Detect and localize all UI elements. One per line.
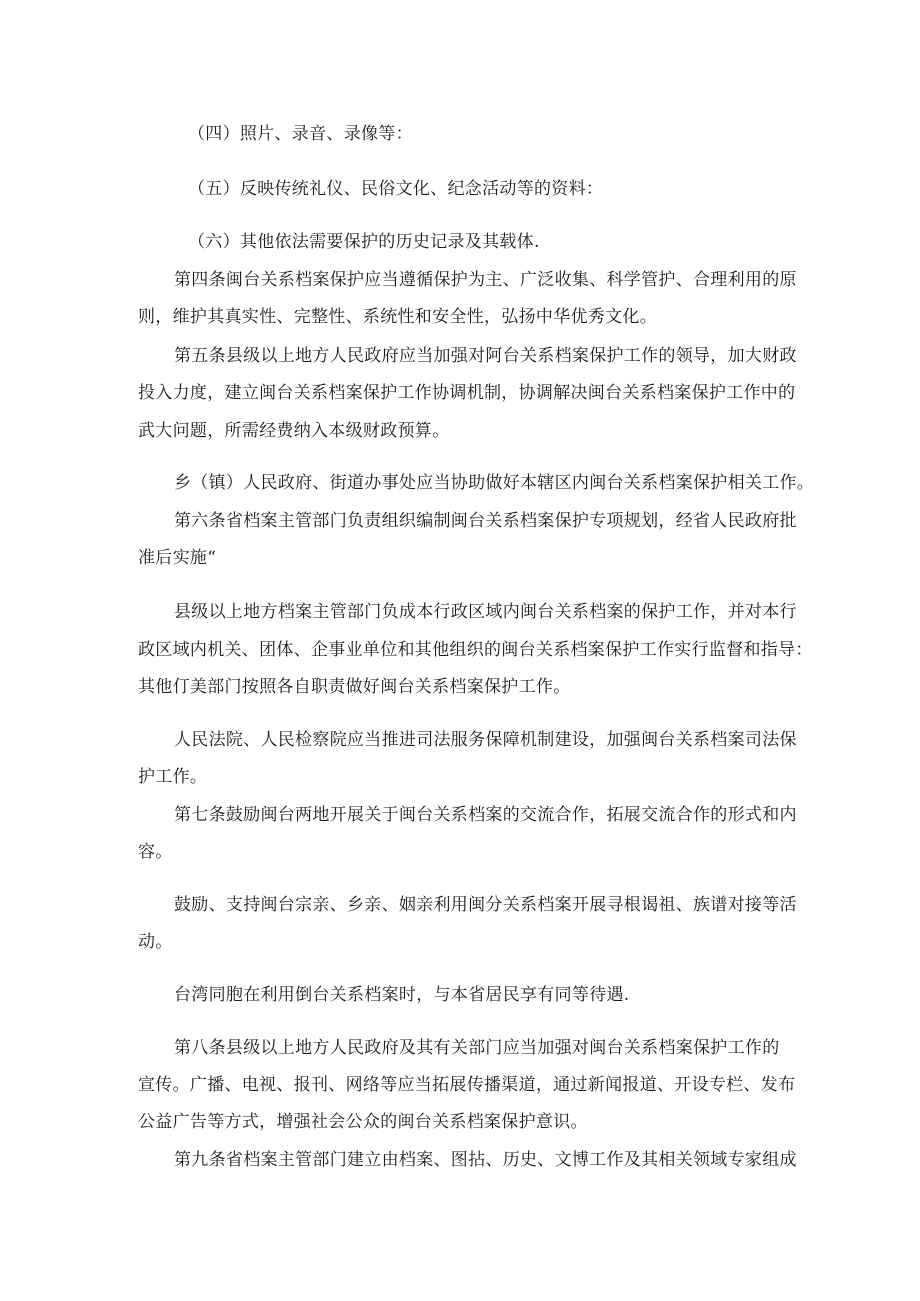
- text-line: 护工作。: [138, 767, 208, 787]
- text-line: 台湾同胞在利用倒台关系档案时，与本省居民享有同等待遇.: [174, 985, 630, 1005]
- text-line: 公益广告等方式，增强社会公众的闽台关系档案保护意识。: [138, 1112, 588, 1132]
- text-line: 鼓励、支持闽台宗亲、乡亲、姻亲利用闽分关系档案开展寻根谒祖、族谱对接等活: [174, 895, 797, 915]
- text-line: 政区域内机关、团体、企事业单位和其他组织的闽台关系档案保护工作实行监督和指导：: [138, 640, 813, 660]
- text-line: 其他仃美部门按照各自职责做好闽台关系档案保护工作。: [138, 677, 571, 697]
- text-line: 第八条县级以上地方人民政府及其有关部门应当加强对闽台关系档案保护工作的: [174, 1038, 780, 1058]
- text-line: 第六条省档案主管部门负责组织编制闽台关系档案保护专项规划，经省人民政府批: [174, 511, 797, 531]
- text-line: （五）反映传统礼仪、民俗文化、纪念活动等的资料：: [188, 179, 604, 199]
- text-line: （六）其他依法需要保护的历史记录及其载体.: [188, 232, 540, 252]
- text-line: 第四条闽台关系档案保护应当遵循保护为主、广泛收集、科学管护、合理利用的原: [174, 270, 797, 290]
- text-line: 动。: [138, 932, 173, 952]
- text-line: 武大问题，所需经费纳入本级财政预算。: [138, 421, 450, 441]
- text-line: （四）照片、录音、录像等：: [188, 124, 413, 144]
- text-line: 人民法院、人民检察院应当推进司法服务保障机制建设，加强闽台关系档案司法保: [174, 730, 797, 750]
- text-line: 准后实施“: [138, 548, 217, 568]
- text-line: 县级以上地方档案主管部门负成本行政区域内闽台关系档案的保护工作，并对本行: [174, 602, 797, 622]
- text-line: 容。: [138, 842, 173, 862]
- text-line: 乡（镇）人民政府、街道办事处应当协助做好本辖区内闽台关系档案保护相关工作。: [174, 473, 815, 493]
- text-line: 则，维护其真实性、完整性、系统性和安全性，弘扬中华优秀文化。: [138, 307, 657, 327]
- text-line: 宣传。广播、电视、报刊、网络等应当拓展传播渠道，通过新闻报道、开设专栏、发布: [138, 1075, 796, 1095]
- text-line: 第九条省档案主管部门建立由档案、图拈、历史、文博工作及其相关领域专家组成: [174, 1150, 797, 1170]
- text-line: 第五条县级以上地方人民政府应当加强对阿台关系档案保护工作的领导，加大财政: [174, 346, 797, 366]
- text-line: 第七条鼓励闽台两地开展关于闽台关系档案的交流合作，拓展交流合作的形式和内: [174, 805, 797, 825]
- text-line: 投入力度，建立闽台关系档案保护工作协调机制，协调解决闽台关系档案保护工作中的: [138, 383, 796, 403]
